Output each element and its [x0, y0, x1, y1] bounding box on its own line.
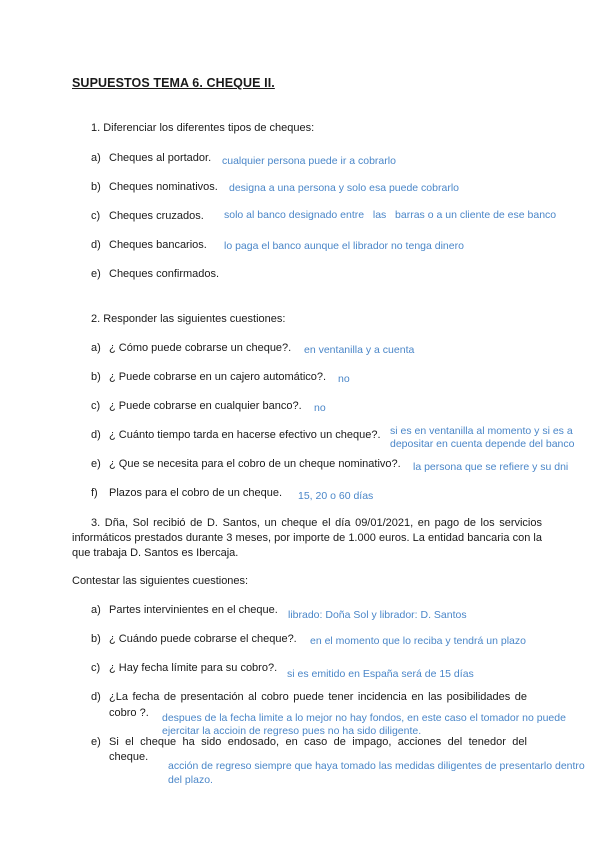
s2-item-a-text: ¿ Cómo puede cobrarse un cheque?. [109, 342, 292, 354]
s2-item-f-answer: 15, 20 o 60 días [298, 490, 374, 502]
s3-item-a-answer: librado: Doña Sol y librador: D. Santos [288, 609, 467, 621]
s2-item-f-marker: f) [91, 487, 98, 499]
s3-item-d-text-line1: ¿La fecha de presentación al cobro puede tener incidencia en las posibilidades de [109, 691, 527, 703]
s3-item-c-answer: si es emitido en España será de 15 días [287, 668, 474, 680]
s2-item-f-text: Plazos para el cobro de un cheque. [109, 487, 283, 499]
s3-item-e-text-line2: cheque. [109, 751, 149, 763]
section3-heading: Contestar las siguientes cuestiones: [72, 575, 249, 587]
s1-item-a-answer: cualquier persona puede ir a cobrarlo [222, 155, 396, 167]
s3-item-c-marker: c) [91, 662, 101, 674]
s2-item-d-marker: d) [91, 429, 101, 441]
s2-item-d-answer-line1: si es en ventanilla al momento y si es a [390, 425, 573, 437]
page-title: SUPUESTOS TEMA 6. CHEQUE II. [72, 76, 275, 90]
s3-item-a-text: Partes intervinientes en el cheque. [109, 604, 278, 616]
s3-item-e-answer-line1: acción de regreso siempre que haya tomado las medidas diligentes de presentarlo dentro [168, 760, 585, 772]
s2-item-e-marker: e) [91, 458, 101, 470]
s1-item-a-marker: a) [91, 152, 101, 164]
s2-item-a-answer: en ventanilla y a cuenta [304, 344, 415, 356]
s2-item-c-marker: c) [91, 400, 101, 412]
s3-item-d-marker: d) [91, 691, 101, 703]
s3-item-d-answer-line2: ejercitar la accioin de regreso pues no ha sido diligente. [162, 725, 422, 737]
s2-item-c-answer: no [314, 402, 326, 414]
s1-item-b-answer: designa a una persona y solo esa puede cobrarlo [229, 182, 459, 194]
s2-item-c-text: ¿ Puede cobrarse en cualquier banco?. [109, 400, 302, 412]
s1-item-d-marker: d) [91, 239, 101, 251]
s3-item-b-text: ¿ Cuándo puede cobrarse el cheque?. [109, 633, 297, 645]
s2-item-b-marker: b) [91, 371, 101, 383]
s1-item-c-marker: c) [91, 210, 101, 222]
s3-item-a-marker: a) [91, 604, 101, 616]
s3-item-e-marker: e) [91, 736, 101, 748]
s3-item-e-text-line1: Si el cheque ha sido endosado, en caso de impago, acciones del tenedor del [109, 736, 527, 748]
s3-item-d-text-line2: cobro ?. [109, 707, 149, 719]
s2-item-d-answer-line2: depositar en cuenta depende del banco [390, 438, 575, 450]
s3-item-b-answer: en el momento que lo reciba y tendrá un plazo [310, 635, 526, 647]
s2-item-e-text: ¿ Que se necesita para el cobro de un cheque nominativo?. [109, 458, 401, 470]
s2-item-b-answer: no [338, 373, 350, 385]
s2-item-e-answer: la persona que se refiere y su dni [413, 461, 569, 473]
s1-item-b-text: Cheques nominativos. [109, 181, 218, 193]
s2-item-a-marker: a) [91, 342, 101, 354]
s1-item-d-text: Cheques bancarios. [109, 239, 207, 251]
s1-item-b-marker: b) [91, 181, 101, 193]
section1-heading: 1. Diferenciar los diferentes tipos de cheques: [91, 122, 315, 134]
s3-item-b-marker: b) [91, 633, 101, 645]
s3-item-c-text: ¿ Hay fecha límite para su cobro?. [109, 662, 278, 674]
s1-item-e-text: Cheques confirmados. [109, 268, 220, 280]
s1-item-e-marker: e) [91, 268, 101, 280]
s1-item-c-text: Cheques cruzados. [109, 210, 204, 222]
s1-item-d-answer: lo paga el banco aunque el librador no tenga dinero [224, 240, 464, 252]
section3-paragraph: 3. Dña, Sol recibió de D. Santos, un cheque el día 09/01/2021, en pago de los servicios informáticos prestados durante 3 meses, por importe de 1.000 euros. La entidad bancaria con la que trabaja D. Santos es Ibercaja. [72, 517, 542, 559]
s2-item-d-text: ¿ Cuánto tiempo tarda en hacerse efectivo un cheque?. [109, 429, 381, 441]
s3-item-e-answer-line2: del plazo. [168, 774, 213, 786]
section2-heading: 2. Responder las siguientes cuestiones: [91, 313, 286, 325]
s1-item-a-text: Cheques al portador. [109, 152, 212, 164]
s3-item-d-answer-line1: despues de la fecha limite a lo mejor no hay fondos, en este caso el tomador no puede [162, 712, 566, 724]
s1-item-c-answer: solo al banco designado entre las barras o a un cliente de ese banco [224, 209, 557, 221]
s2-item-b-text: ¿ Puede cobrarse en un cajero automático?. [109, 371, 327, 383]
